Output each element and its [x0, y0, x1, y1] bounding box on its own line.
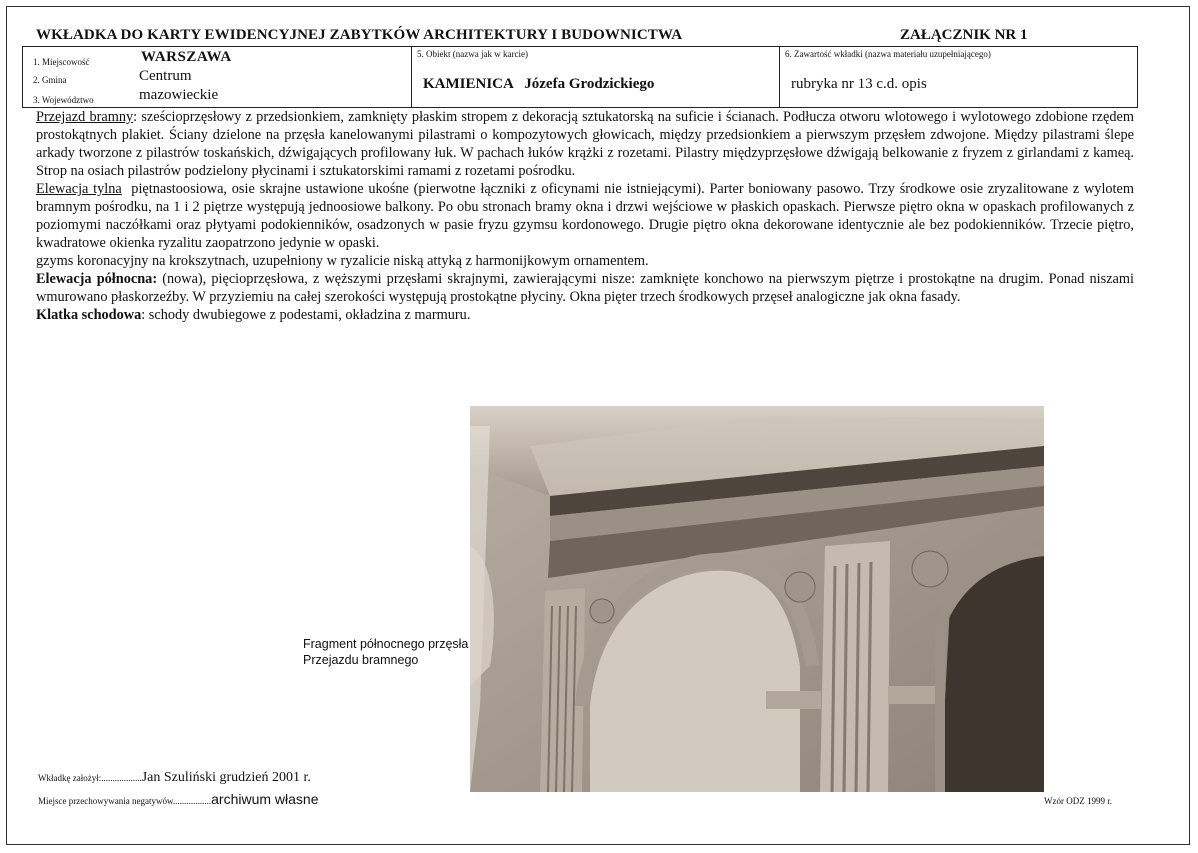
author-label: Wkładkę założył:.................. — [38, 773, 142, 783]
column-divider — [779, 47, 780, 107]
section-heading: Elewacja północna: — [36, 271, 158, 287]
gmina-value: Centrum — [139, 68, 192, 84]
miejscowosc-value: WARSZAWA — [141, 49, 232, 65]
paragraph-elewacja-tylna — [36, 180, 1138, 252]
storage-label: Miejsce przechowywania negatywów................. — [38, 796, 212, 806]
wojewodztwo-value: mazowieckie — [139, 87, 219, 103]
paragraph-klatka — [36, 306, 1134, 324]
form-version: Wzór ODZ 1999 r. — [1044, 796, 1112, 806]
header-table — [22, 46, 1138, 108]
gmina-label: 2. Gmina — [33, 75, 67, 85]
photo-caption — [303, 636, 468, 668]
paragraph-gzyms — [36, 252, 1134, 270]
zawartosc-value: rubryka nr 13 c.d. opis — [791, 76, 927, 92]
author-line — [38, 770, 311, 786]
document-title: WKŁADKA DO KARTY EWIDENCYJNEJ ZABYTKÓW ARCHITEKTURY I BUDOWNICTWA — [36, 27, 683, 43]
miejscowosc-label: 1. Miejscowość — [33, 57, 90, 67]
paragraph-elewacja-polnocna — [36, 270, 1134, 306]
section-text: gzyms koronacyjny na krokszytnach, uzupełniony w ryzalicie niską attyką z harmonijkowym ornamentem. — [36, 253, 649, 269]
annex-number: ZAŁĄCZNIK NR 1 — [900, 27, 1028, 43]
caption-line: Fragment północnego przęsła — [303, 637, 469, 651]
section-text: : schody dwubiegowe z podestami, okładzina z marmuru. — [141, 307, 471, 323]
photo-gateway-fragment — [470, 406, 1044, 792]
section-text: piętnastoosiowa, osie skrajne ustawione ukośne (pierwotne łączniki z oficynami nie istniejącymi). Parter boniowany pasowo. Trzy środkowe osie zryzalitowane z wylotem bramnym pośrodku, na 1 i 2 piętrze występują jednoosiowe balkony. Po obu stronach bramy okna i drzwi wejściowe w płaskich opaskach. Pierwsze piętro okna w opaskach profilowanych z poziomymi naczółkami oraz płytyami podokienników, osadzonych w pasie fryzu gzymsu kordonowego. Drugie piętro okna dekorowane identycznie ale bez podokienników. Trzecie piętro, kwadratowe okienka ryzalitu zaopatrzono jedynie w opaski. — [36, 181, 1138, 251]
zawartosc-label: 6. Zawartość wkładki (nazwa materiału uzupełniającego) — [785, 49, 991, 59]
column-divider — [411, 47, 412, 107]
paragraph-przejazd — [36, 108, 1134, 180]
caption-line: Przejazdu bramnego — [303, 653, 419, 667]
obiekt-value: KAMIENICA Józefa Grodzickiego — [423, 76, 655, 92]
description-text — [36, 108, 1138, 324]
section-text: (nowa), pięcioprzęsłowa, z węższymi przęsłami skrajnymi, zawierającymi nisze: zamknięte konchowo na pierwszym piętrze i prostokątne na drugim. Ponad niszami wmurowano płaskorzeźby. W przyziemiu na całej szerokości występują prostokątne płyciny. Okna pięter trzech środkowych przęseł analogiczne jak okna fasady. — [36, 271, 1134, 305]
section-heading: Elewacja tylna — [36, 181, 122, 197]
storage-line — [38, 791, 319, 807]
obiekt-label: 5. Obiekt (nazwa jak w karcie) — [417, 49, 528, 59]
section-heading: Przejazd bramny — [36, 109, 134, 125]
storage-value: archiwum własne — [211, 791, 319, 807]
author-value: Jan Szuliński grudzień 2001 r. — [141, 770, 311, 785]
wojewodztwo-label: 3. Województwo — [33, 95, 94, 105]
photo-image — [470, 406, 1044, 792]
section-text: : sześcioprzęsłowy z przedsionkiem, zamknięty płaskim stropem z dekoracją sztukatorską na suficie i ścianach. Podłucza otworu wlotowego i wylotowego zdobione rzędem prostokątnych plakiet. Ściany dzielone na przęsła kanelowanymi pilastrami o kompozytowych głowicach, między przedsionkiem a pierwszym przęsłem zdwojone. Między pilastrami ślepe arkady tworzone z pilastrów toskańskich, dźwigających profilowany łuk. W pachach łuków krążki z rozetami. Pilastry międzyprzęsłowe dźwigają belkowanie z fryzem z girlandami z kameą. Strop na osiach pilastrów podzielony płycinami i sztukatorskimi ramami z rozetami pośrodku. — [36, 109, 1134, 179]
section-heading: Klatka schodowa — [36, 307, 142, 323]
